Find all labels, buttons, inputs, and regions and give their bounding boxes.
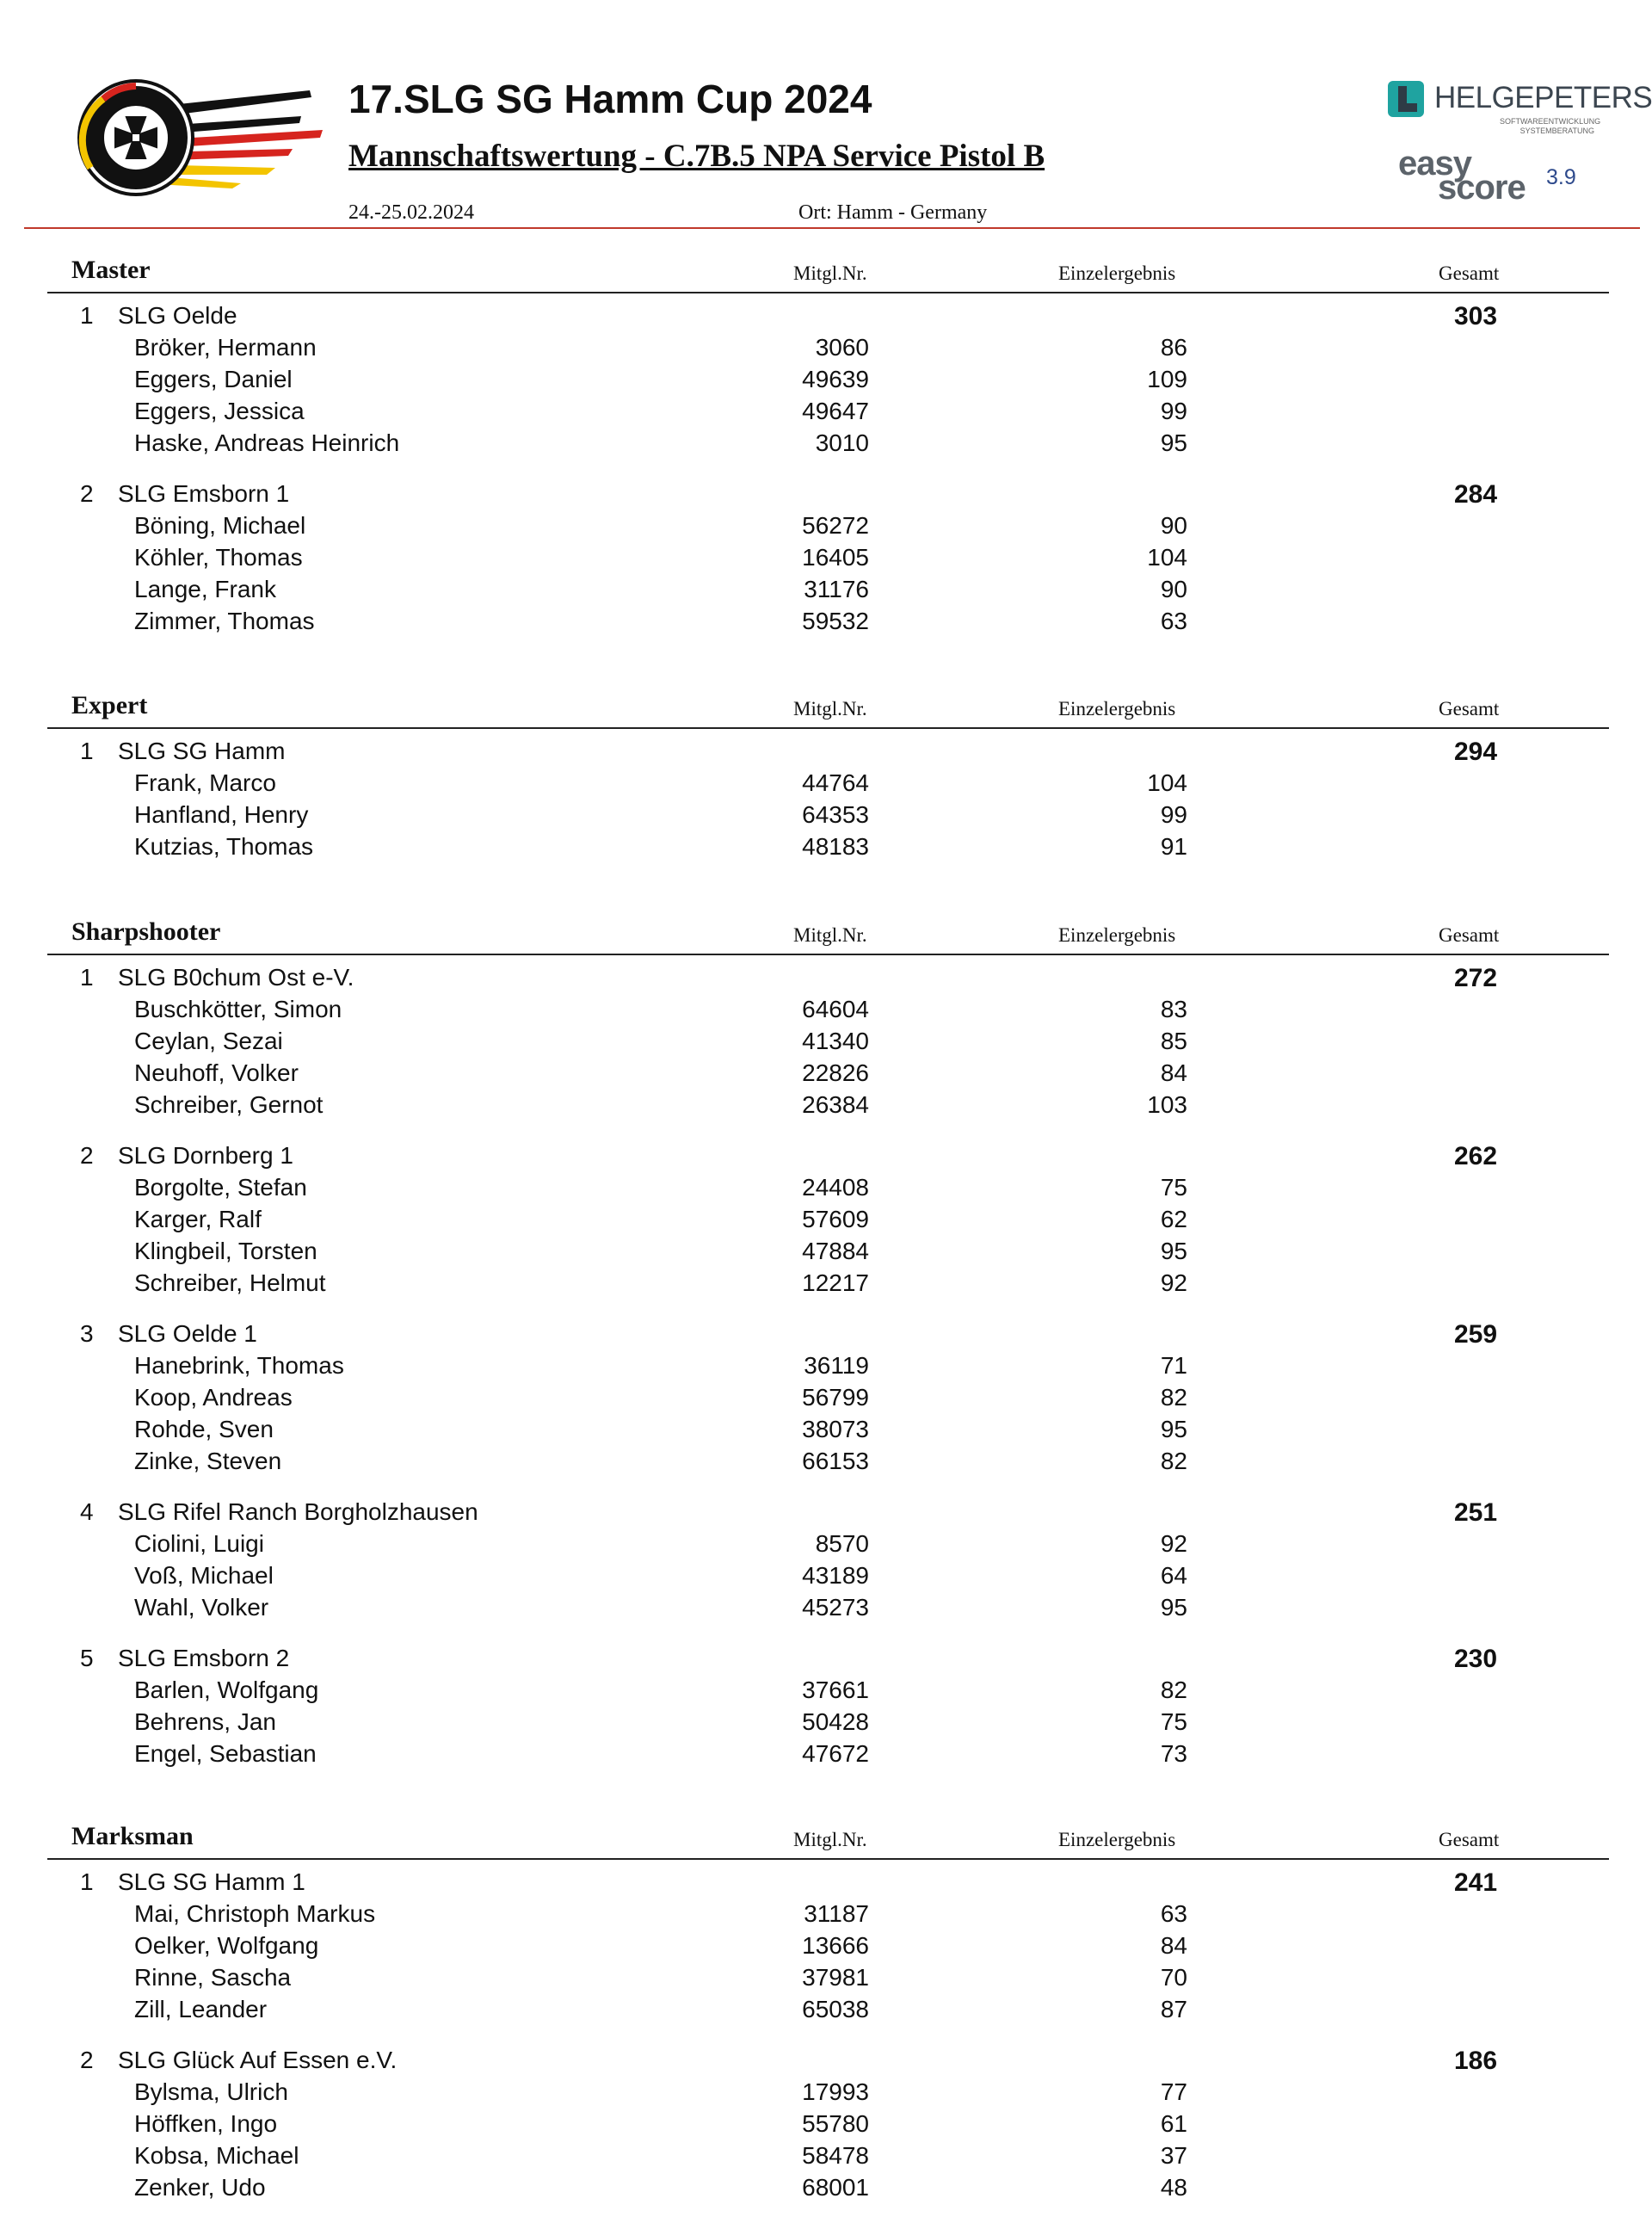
member-name: Schreiber, Gernot <box>134 1091 324 1118</box>
member-id: 64353 <box>802 801 869 828</box>
member-score: 82 <box>1160 1448 1187 1474</box>
member-row <box>0 1236 1652 1268</box>
member-name: Koop, Andreas <box>134 1384 293 1411</box>
member-id: 3060 <box>815 334 869 361</box>
team-name: SLG Emsborn 2 <box>118 1645 290 1671</box>
helgepeters-brand <box>1434 81 1652 115</box>
member-score: 95 <box>1160 1238 1187 1264</box>
member-name: Frank, Marco <box>134 769 276 796</box>
section-body <box>0 727 1652 863</box>
team-block <box>0 1140 1652 1300</box>
team-block <box>0 1318 1652 1478</box>
column-header-member-id: Mitgl.Nr. <box>793 698 867 719</box>
member-id: 59532 <box>802 608 869 634</box>
member-score: 75 <box>1160 1174 1187 1201</box>
member-score: 92 <box>1160 1530 1187 1557</box>
team-rank: 4 <box>80 1498 94 1525</box>
team-rank: 2 <box>80 1142 94 1169</box>
team-row <box>0 736 1652 768</box>
team-block <box>0 1643 1652 1770</box>
member-id: 37661 <box>802 1677 869 1703</box>
member-name: Voß, Michael <box>134 1562 274 1589</box>
column-header-individual: Einzelergebnis <box>1058 1829 1176 1850</box>
section-title: Expert <box>71 691 148 719</box>
member-score: 92 <box>1160 1269 1187 1296</box>
section-body <box>0 1858 1652 2204</box>
member-score: 83 <box>1160 996 1187 1022</box>
team-name: SLG Dornberg 1 <box>118 1142 293 1169</box>
member-name: Böning, Michael <box>134 512 306 539</box>
member-row <box>0 1994 1652 2026</box>
member-name: Zenker, Udo <box>134 2174 266 2201</box>
member-name: Hanfland, Henry <box>134 801 309 828</box>
member-score: 63 <box>1160 1900 1187 1927</box>
column-header-individual: Einzelergebnis <box>1058 924 1176 946</box>
member-id: 44764 <box>802 769 869 796</box>
member-score: 99 <box>1160 801 1187 828</box>
team-row <box>0 479 1652 510</box>
team-total: 251 <box>1454 1498 1498 1527</box>
team-block <box>0 1867 1652 2026</box>
column-header-total: Gesamt <box>1439 1829 1500 1850</box>
section-header <box>0 691 1652 727</box>
member-score: 77 <box>1160 2078 1187 2105</box>
member-id: 56272 <box>802 512 869 539</box>
member-score: 84 <box>1160 1932 1187 1959</box>
easyscore-easy: easy <box>1398 145 1471 182</box>
member-id: 38073 <box>802 1416 869 1442</box>
easyscore-version: 3.9 <box>1546 165 1576 189</box>
team-total: 186 <box>1454 2047 1498 2075</box>
member-score: 104 <box>1147 769 1187 796</box>
column-header-total: Gesamt <box>1439 698 1500 719</box>
member-name: Höffken, Ingo <box>134 2110 278 2137</box>
member-name: Rinne, Sascha <box>134 1964 292 1991</box>
team-row <box>0 1643 1652 1675</box>
section-title: Master <box>71 256 151 284</box>
member-name: Kobsa, Michael <box>134 2142 299 2169</box>
member-score: 63 <box>1160 608 1187 634</box>
section-title: Marksman <box>71 1822 194 1850</box>
member-score: 82 <box>1160 1677 1187 1703</box>
member-score: 64 <box>1160 1562 1187 1589</box>
member-row <box>0 994 1652 1026</box>
member-id: 57609 <box>802 1206 869 1232</box>
member-score: 71 <box>1160 1352 1187 1379</box>
member-row <box>0 364 1652 396</box>
team-name: SLG Rifel Ranch Borgholzhausen <box>118 1498 478 1525</box>
team-name: SLG SG Hamm <box>118 738 286 764</box>
column-header-member-id: Mitgl.Nr. <box>793 924 867 946</box>
section-body <box>0 954 1652 1770</box>
member-id: 36119 <box>804 1352 869 1379</box>
team-total: 272 <box>1454 964 1498 992</box>
member-name: Zimmer, Thomas <box>134 608 315 634</box>
result-section <box>0 256 1652 657</box>
member-score: 90 <box>1160 576 1187 602</box>
helgepeters-tagline: SOFTWAREENTWICKLUNG SYSTEMBERATUNG <box>1500 117 1601 135</box>
team-row <box>0 2045 1652 2077</box>
member-row <box>0 1560 1652 1592</box>
member-id: 48183 <box>802 833 869 860</box>
team-rank: 5 <box>80 1645 94 1671</box>
team-row <box>0 1140 1652 1172</box>
member-score: 48 <box>1160 2174 1187 2201</box>
member-name: Karger, Ralf <box>134 1206 262 1232</box>
member-row <box>0 1962 1652 1994</box>
member-row <box>0 1592 1652 1624</box>
member-row <box>0 510 1652 542</box>
member-id: 31176 <box>804 576 869 602</box>
column-header-total: Gesamt <box>1439 924 1500 946</box>
member-id: 22826 <box>802 1059 869 1086</box>
section-header <box>0 256 1652 292</box>
team-row <box>0 962 1652 994</box>
association-logo <box>69 73 327 202</box>
member-score: 86 <box>1160 334 1187 361</box>
member-id: 26384 <box>802 1091 869 1118</box>
member-score: 62 <box>1160 1206 1187 1232</box>
member-row <box>0 574 1652 606</box>
team-rank: 3 <box>80 1320 94 1347</box>
member-row <box>0 1204 1652 1236</box>
member-name: Lange, Frank <box>134 576 276 602</box>
member-id: 64604 <box>802 996 869 1022</box>
member-score: 84 <box>1160 1059 1187 1086</box>
team-name: SLG Oelde 1 <box>118 1320 257 1347</box>
member-id: 17993 <box>802 2078 869 2105</box>
member-name: Eggers, Daniel <box>134 366 293 392</box>
member-name: Mai, Christoph Markus <box>134 1900 376 1927</box>
team-total: 259 <box>1454 1320 1498 1349</box>
member-name: Klingbeil, Torsten <box>134 1238 317 1264</box>
team-rank: 1 <box>80 964 94 991</box>
team-block <box>0 736 1652 863</box>
member-row <box>0 1899 1652 1930</box>
member-score: 95 <box>1160 1416 1187 1442</box>
member-name: Schreiber, Helmut <box>134 1269 326 1296</box>
member-row <box>0 1675 1652 1707</box>
member-id: 50428 <box>802 1708 869 1735</box>
member-id: 49647 <box>802 398 869 424</box>
member-row <box>0 1446 1652 1478</box>
member-name: Behrens, Jan <box>134 1708 276 1735</box>
member-id: 31187 <box>804 1900 869 1927</box>
member-score: 82 <box>1160 1384 1187 1411</box>
team-row <box>0 300 1652 332</box>
member-score: 61 <box>1160 2110 1187 2137</box>
member-score: 95 <box>1160 1594 1187 1621</box>
software-logo <box>1381 77 1652 207</box>
member-name: Ceylan, Sezai <box>134 1028 283 1054</box>
column-header-total: Gesamt <box>1439 262 1500 284</box>
member-name: Wahl, Volker <box>134 1594 269 1621</box>
team-row <box>0 1867 1652 1899</box>
team-name: SLG Emsborn 1 <box>118 480 290 507</box>
team-rank: 1 <box>80 1868 94 1895</box>
member-row <box>0 2172 1652 2204</box>
member-score: 104 <box>1147 544 1187 571</box>
team-block <box>0 2045 1652 2204</box>
team-total: 284 <box>1454 480 1498 509</box>
helgepeters-mark-icon <box>1388 79 1427 119</box>
team-row <box>0 1497 1652 1528</box>
team-name: SLG Glück Auf Essen e.V. <box>118 2047 398 2073</box>
member-id: 24408 <box>802 1174 869 1201</box>
member-name: Bröker, Hermann <box>134 334 317 361</box>
section-title: Sharpshooter <box>71 917 221 946</box>
member-row <box>0 1738 1652 1770</box>
member-id: 13666 <box>802 1932 869 1959</box>
team-rank: 2 <box>80 2047 94 2073</box>
member-id: 56799 <box>802 1384 869 1411</box>
team-block <box>0 1497 1652 1624</box>
member-row <box>0 542 1652 574</box>
member-row <box>0 396 1652 428</box>
section-header <box>0 917 1652 954</box>
event-date: 24.-25.02.2024 <box>348 201 474 224</box>
member-row <box>0 1382 1652 1414</box>
team-total: 262 <box>1454 1142 1498 1170</box>
member-id: 43189 <box>802 1562 869 1589</box>
member-row <box>0 1090 1652 1121</box>
member-row <box>0 2140 1652 2172</box>
association-logo-icon <box>69 73 327 202</box>
member-name: Kutzias, Thomas <box>134 833 314 860</box>
member-row <box>0 831 1652 863</box>
member-id: 45273 <box>802 1594 869 1621</box>
member-name: Haske, Andreas Heinrich <box>134 429 400 456</box>
member-name: Eggers, Jessica <box>134 398 305 424</box>
column-header-member-id: Mitgl.Nr. <box>793 262 867 284</box>
member-id: 8570 <box>815 1530 869 1557</box>
section-header <box>0 1822 1652 1858</box>
member-score: 75 <box>1160 1708 1187 1735</box>
member-score: 37 <box>1160 2142 1187 2169</box>
team-name: SLG SG Hamm 1 <box>118 1868 305 1895</box>
member-score: 95 <box>1160 429 1187 456</box>
member-score: 103 <box>1147 1091 1187 1118</box>
member-id: 12217 <box>802 1269 869 1296</box>
member-score: 85 <box>1160 1028 1187 1054</box>
team-name: SLG Oelde <box>118 302 237 329</box>
team-total: 294 <box>1454 738 1498 766</box>
member-score: 91 <box>1160 833 1187 860</box>
member-id: 68001 <box>802 2174 869 2201</box>
member-id: 16405 <box>802 544 869 571</box>
member-row <box>0 2077 1652 2109</box>
member-name: Zinke, Steven <box>134 1448 282 1474</box>
member-row <box>0 2109 1652 2140</box>
member-row <box>0 1172 1652 1204</box>
team-block <box>0 962 1652 1121</box>
document-subtitle: Mannschaftswertung - C.7B.5 NPA Service Pistol B <box>348 139 1045 174</box>
member-row <box>0 1528 1652 1560</box>
column-header-individual: Einzelergebnis <box>1058 698 1176 719</box>
team-total: 303 <box>1454 302 1498 330</box>
member-name: Köhler, Thomas <box>134 544 303 571</box>
member-score: 90 <box>1160 512 1187 539</box>
helgepeters-brand-text: HELGEPETERS <box>1434 81 1652 114</box>
column-header-individual: Einzelergebnis <box>1058 262 1176 284</box>
member-name: Neuhoff, Volker <box>134 1059 299 1086</box>
member-id: 58478 <box>802 2142 869 2169</box>
member-row <box>0 1414 1652 1446</box>
member-name: Engel, Sebastian <box>134 1740 317 1767</box>
member-row <box>0 1026 1652 1058</box>
page-header <box>0 0 1652 232</box>
member-score: 73 <box>1160 1740 1187 1767</box>
member-name: Hanebrink, Thomas <box>134 1352 344 1379</box>
team-block <box>0 479 1652 638</box>
team-rank: 1 <box>80 738 94 764</box>
member-id: 37981 <box>802 1964 869 1991</box>
member-name: Buschkötter, Simon <box>134 996 342 1022</box>
team-rank: 2 <box>80 480 94 507</box>
event-location: Ort: Hamm - Germany <box>798 201 988 224</box>
member-row <box>0 332 1652 364</box>
member-score: 109 <box>1147 366 1187 392</box>
member-id: 47672 <box>802 1740 869 1767</box>
member-id: 66153 <box>802 1448 869 1474</box>
member-name: Borgolte, Stefan <box>134 1174 307 1201</box>
team-row <box>0 1318 1652 1350</box>
team-total: 241 <box>1454 1868 1498 1897</box>
member-row <box>0 768 1652 800</box>
header-divider <box>24 227 1640 229</box>
team-block <box>0 300 1652 460</box>
team-total: 230 <box>1454 1645 1498 1673</box>
member-row <box>0 800 1652 831</box>
member-id: 41340 <box>802 1028 869 1054</box>
member-id: 65038 <box>802 1996 869 2022</box>
result-section <box>0 691 1652 882</box>
member-name: Rohde, Sven <box>134 1416 274 1442</box>
member-row <box>0 1930 1652 1962</box>
easyscore-score: score <box>1438 169 1526 207</box>
member-id: 55780 <box>802 2110 869 2137</box>
section-body <box>0 292 1652 638</box>
column-header-member-id: Mitgl.Nr. <box>793 1829 867 1850</box>
document-title: 17.SLG SG Hamm Cup 2024 <box>348 77 872 121</box>
member-name: Oelker, Wolfgang <box>134 1932 319 1959</box>
member-row <box>0 606 1652 638</box>
member-id: 47884 <box>802 1238 869 1264</box>
result-section <box>0 917 1652 1789</box>
team-rank: 1 <box>80 302 94 329</box>
member-row <box>0 1350 1652 1382</box>
member-id: 49639 <box>802 366 869 392</box>
member-score: 70 <box>1160 1964 1187 1991</box>
member-score: 99 <box>1160 398 1187 424</box>
member-name: Ciolini, Luigi <box>134 1530 264 1557</box>
member-row <box>0 1707 1652 1738</box>
member-row <box>0 1268 1652 1300</box>
member-name: Barlen, Wolfgang <box>134 1677 319 1703</box>
member-row <box>0 1058 1652 1090</box>
member-name: Bylsma, Ulrich <box>134 2078 288 2105</box>
member-row <box>0 428 1652 460</box>
member-score: 87 <box>1160 1996 1187 2022</box>
result-section <box>0 1822 1652 2223</box>
team-name: SLG B0chum Ost e-V. <box>118 964 354 991</box>
member-id: 3010 <box>815 429 869 456</box>
member-name: Zill, Leander <box>134 1996 268 2022</box>
